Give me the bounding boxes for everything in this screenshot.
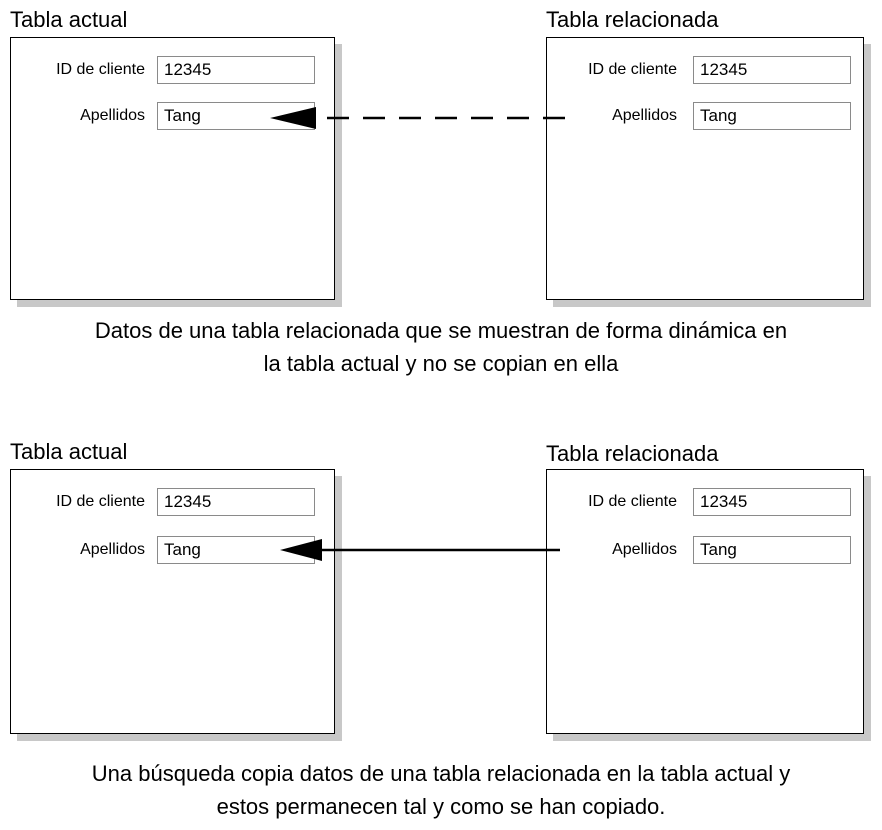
surname-field[interactable]: Tang (157, 102, 315, 130)
surname-label: Apellidos (80, 541, 145, 558)
arrowhead-icon (280, 539, 322, 561)
surname-field[interactable]: Tang (157, 536, 315, 564)
surname-label: Apellidos (612, 541, 677, 558)
arrowhead-icon (270, 107, 316, 129)
left-table-title: Tabla actual (10, 7, 128, 32)
customer-id-label: ID de cliente (56, 493, 145, 510)
surname-label: Apellidos (80, 107, 145, 124)
right-table-title: Tabla relacionada (546, 7, 719, 32)
surname-field[interactable]: Tang (693, 102, 851, 130)
customer-id-field[interactable]: 12345 (693, 488, 851, 516)
left-table-title: Tabla actual (10, 439, 128, 464)
surname-label: Apellidos (612, 107, 677, 124)
surname-field[interactable]: Tang (693, 536, 851, 564)
caption-line-2: la tabla actual y no se copian en ella (263, 351, 619, 376)
customer-id-label: ID de cliente (56, 61, 145, 78)
customer-id-field[interactable]: 12345 (157, 488, 315, 516)
right-table-title: Tabla relacionada (546, 441, 719, 466)
caption-line-1: Una búsqueda copia datos de una tabla relacionada en la tabla actual y (91, 761, 791, 786)
caption-line-1: Datos de una tabla relacionada que se muestran de forma dinámica en (94, 318, 788, 343)
customer-id-field[interactable]: 12345 (157, 56, 315, 84)
customer-id-label: ID de cliente (588, 61, 677, 78)
caption-line-2: estos permanecen tal y como se han copiado. (216, 794, 666, 819)
customer-id-label: ID de cliente (588, 493, 677, 510)
customer-id-field[interactable]: 12345 (693, 56, 851, 84)
